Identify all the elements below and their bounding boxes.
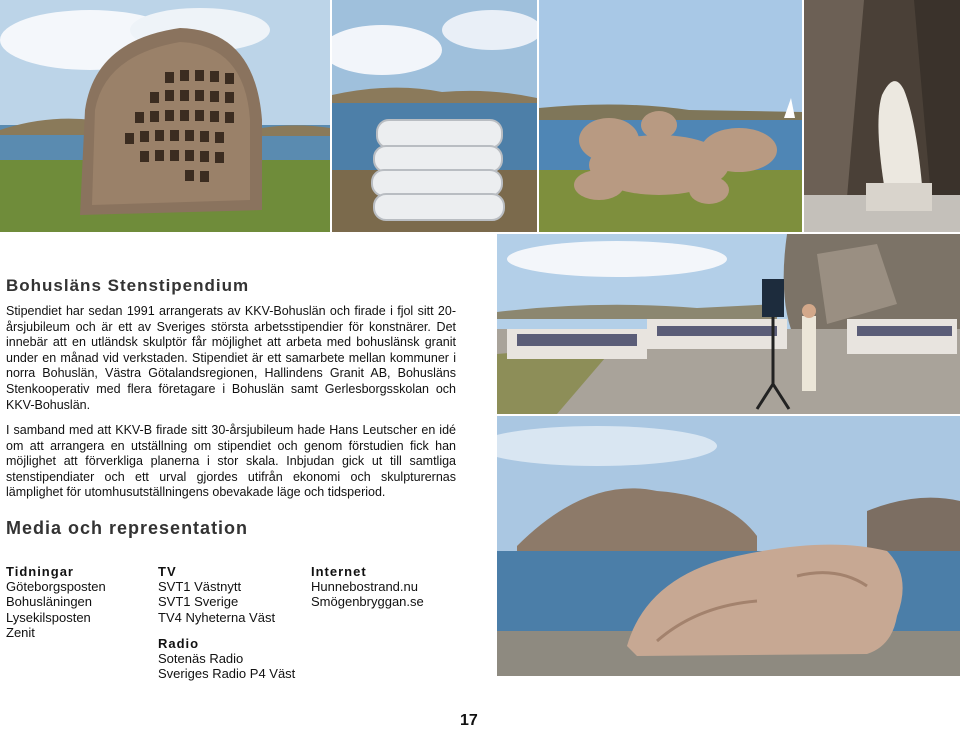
- section-title-media: Media och representation: [6, 518, 249, 538]
- intro-paragraph: Stipendiet har sedan 1991 arrangerats av KKV-Bohuslän och firade i fjol sitt 20-årsjubileum och är ett av Sveriges största arbetsstipendier för konstnärer. Det innebär att en utländsk skulptör får möjlighet att arbeta med bohuslänsk granit under en månad vid verkstaden. Stipendiet är ett samarbete mellan kommuner i norra Bohuslän, Västra Götalandsregionen, Hallindens Granit AB, Bohusläns Stenkooperativ med flera företagare i Bohuslän samt Gerlesborgsskolan och KKV-Bohuslän.: [6, 304, 456, 412]
- list-item: SVT1 Sverige: [158, 594, 239, 610]
- internet-heading: Internet: [311, 564, 367, 579]
- tidningar-heading: Tidningar: [6, 564, 74, 579]
- photo-folded-marble: [332, 0, 537, 232]
- list-item: SVT1 Västnytt: [158, 579, 242, 595]
- list-item: Sotenäs Radio: [158, 651, 244, 667]
- photo-crowd-event: [497, 234, 960, 414]
- media-column-tidningar: [6, 564, 146, 640]
- photo-reclining-figure: [539, 0, 802, 232]
- radio-heading: Radio: [158, 636, 200, 651]
- list-item: Göteborgsposten: [6, 579, 106, 595]
- page-number: 17: [460, 712, 478, 729]
- photo-crouching-figure: [497, 416, 960, 676]
- photo-honeycomb-stone: [0, 0, 330, 232]
- list-item: Bohusläningen: [6, 594, 93, 610]
- media-column-internet: [311, 564, 461, 610]
- list-item: Zenit: [6, 624, 35, 640]
- exhibition-paragraph: I samband med att KKV-B firade sitt 30-årsjubileum hade Hans Leutscher en idé om att arrangera en utställning om stipendiet och genom förstudien fick han möjlighet att förverkliga planerna i stor skala. Inbjudan gick ut till samtliga stenstipendiater och ett urval gjordes utifrån ekonomi och skulpturernas lämplighet för utomhusutställningens obevakade läge och tidsperiod.: [6, 423, 456, 500]
- photo-veiled-figure: [804, 0, 960, 232]
- list-item: TV4 Nyheterna Väst: [158, 609, 276, 625]
- list-item: Sveriges Radio P4 Väst: [158, 666, 296, 682]
- list-item: Smögenbryggan.se: [311, 594, 424, 610]
- tv-heading: TV: [158, 564, 177, 579]
- list-item: Hunnebostrand.nu: [311, 579, 418, 595]
- list-item: Lysekilsposten: [6, 609, 91, 625]
- media-column-radio: [158, 636, 308, 682]
- media-column-tv: [158, 564, 308, 625]
- section-title-stenstipendium: Bohusläns Stenstipendium: [6, 276, 250, 295]
